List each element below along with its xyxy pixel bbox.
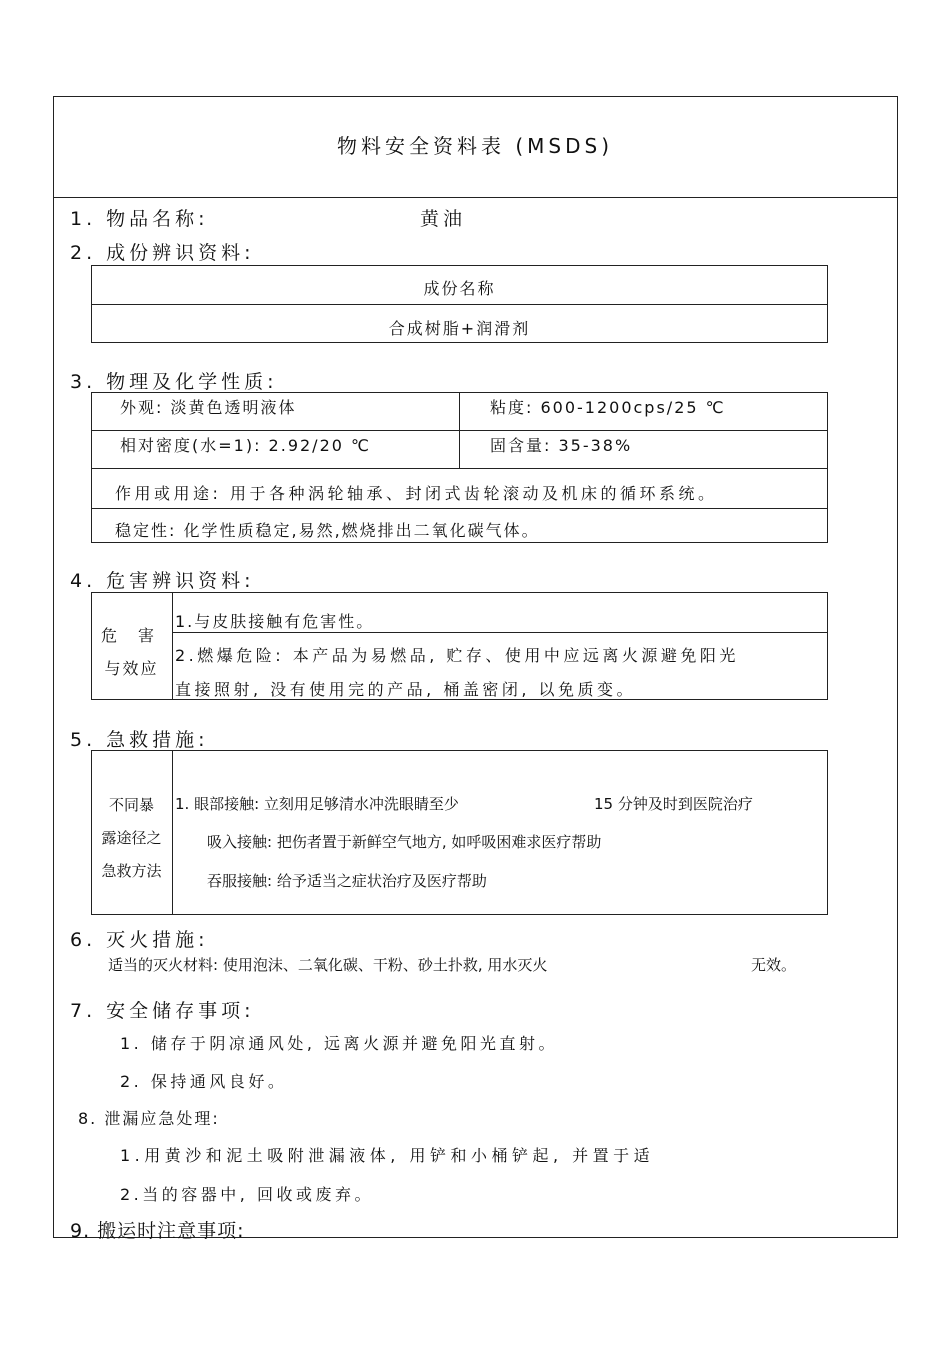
section-8-label: 8. 泄漏应急处理: <box>78 1109 220 1128</box>
section-4-label: 4. 危害辨识资料: <box>70 570 255 592</box>
divider <box>91 508 828 509</box>
solid-content: 固含量: 35-38% <box>490 436 633 455</box>
first-aid-row-head-3: 急救方法 <box>101 862 162 880</box>
eye-contact-continued: 15 分钟及时到医院治疗 <box>594 795 753 813</box>
divider <box>459 392 460 468</box>
section-2-label: 2. 成份辨识资料: <box>70 242 255 264</box>
storage-item-2: 2. 保持通风良好。 <box>120 1072 288 1091</box>
section-6-label: 6. 灭火措施: <box>70 929 209 951</box>
hazard-row-head-1: 危 害 <box>100 626 163 645</box>
section-5-label: 5. 急救措施: <box>70 729 209 751</box>
section-7-label: 7. 安全储存事项: <box>70 1000 255 1022</box>
stability: 稳定性: 化学性质稳定,易然,燃烧排出二氧化碳气体。 <box>115 521 540 540</box>
composition-value: 合成树脂+润滑剂 <box>388 319 531 338</box>
fire-fighting-text-end: 无效。 <box>751 956 797 974</box>
fire-fighting-text: 适当的灭火材料: 使用泡沫、二氧化碳、干粉、砂土扑救, 用水灭火 <box>108 956 548 974</box>
leak-item-2: 2.当的容器中, 回收或废弃。 <box>120 1185 374 1204</box>
section-3-label: 3. 物理及化学性质: <box>70 371 278 393</box>
product-name-value: 黄油 <box>420 208 467 230</box>
hazard-item-2-line-2: 直接照射, 没有使用完的产品, 桶盖密闭, 以免质变。 <box>175 680 637 699</box>
document-title: 物料安全资料表 (MSDS) <box>336 134 613 158</box>
divider <box>172 592 173 700</box>
divider <box>172 632 828 633</box>
divider <box>91 468 828 469</box>
appearance: 外观: 淡黄色透明液体 <box>120 398 297 417</box>
divider <box>91 304 828 305</box>
leak-item-1: 1.用黄沙和泥土吸附泄漏液体, 用铲和小桶铲起, 并置于适 <box>120 1146 655 1165</box>
hazard-item-2-line-1: 2.燃爆危险: 本产品为易燃品, 贮存、使用中应远离火源避免阳光 <box>175 646 739 665</box>
hazard-item-1: 1.与皮肤接触有危害性。 <box>175 612 375 631</box>
section-9-label: 9. 搬运时注意事项: <box>70 1220 245 1242</box>
storage-item-1: 1. 储存于阴凉通风处, 远离火源并避免阳光直射。 <box>120 1034 559 1053</box>
hazard-row-head-2: 与效应 <box>104 659 159 678</box>
composition-header: 成份名称 <box>423 279 496 298</box>
ingestion: 吞服接触: 给予适当之症状治疗及医疗帮助 <box>207 872 487 890</box>
inhalation: 吸入接触: 把伤者置于新鲜空气地方, 如呼吸困难求医疗帮助 <box>207 833 602 851</box>
divider <box>172 750 173 915</box>
first-aid-row-head-1: 不同暴 <box>108 796 154 814</box>
relative-density: 相对密度(水=1): 2.92/20 ℃ <box>120 436 371 455</box>
eye-contact: 1. 眼部接触: 立刻用足够清水冲洗眼睛至少 <box>175 795 459 813</box>
usage: 作用或用途: 用于各种涡轮轴承、封闭式齿轮滚动及机床的循环系统。 <box>115 484 718 503</box>
viscosity: 粘度: 600-1200cps/25 ℃ <box>490 398 726 417</box>
section-1-label: 1. 物品名称: <box>70 208 209 230</box>
first-aid-row-head-2: 露途径之 <box>101 829 162 847</box>
